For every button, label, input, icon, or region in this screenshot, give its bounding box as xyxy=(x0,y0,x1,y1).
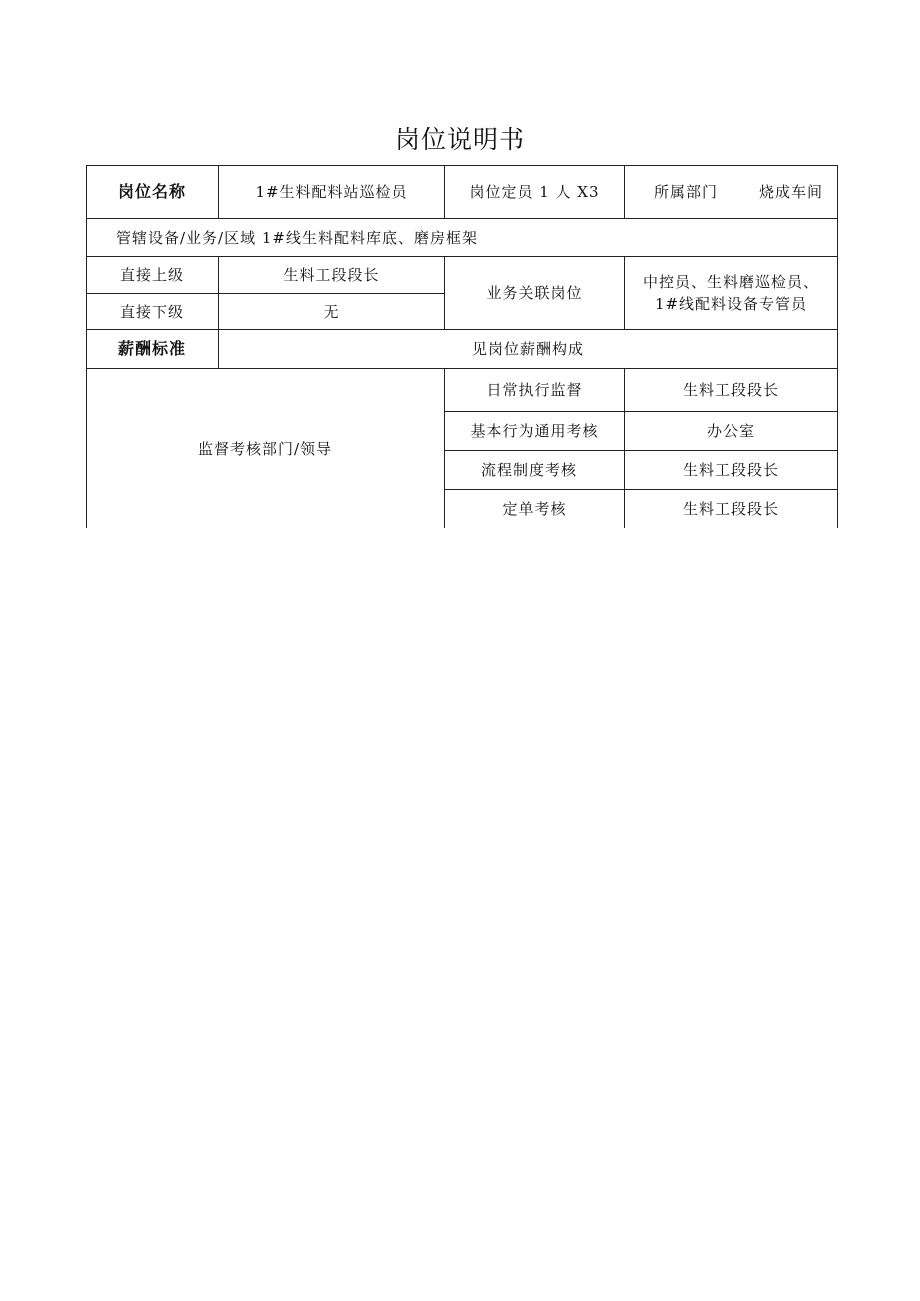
department-value: 烧成车间 xyxy=(758,183,823,201)
related-posts-line-1: 中控员、生料磨巡检员、 xyxy=(642,273,819,291)
supervision-by: 办公室 xyxy=(706,422,755,440)
related-posts-line-2: 1#线配料设备专管员 xyxy=(654,295,808,313)
subordinate-value: 无 xyxy=(323,302,340,321)
supervision-by: 生料工段段长 xyxy=(682,381,779,399)
related-posts-value xyxy=(625,257,837,329)
document-title: 岗位说明书 xyxy=(394,125,525,154)
subordinate-label: 直接下级 xyxy=(119,302,184,321)
job-description-table xyxy=(86,165,838,528)
salary-label: 薪酬标准 xyxy=(117,339,186,358)
supervision-item: 定单考核 xyxy=(502,500,567,518)
supervision-label: 监督考核部门/领导 xyxy=(197,439,333,458)
headcount: 岗位定员 1 人 X3 xyxy=(469,183,600,201)
table-border-right xyxy=(837,165,838,528)
salary-value: 见岗位薪酬构成 xyxy=(471,340,584,358)
post-name-value: 1#生料配料站巡检员 xyxy=(255,183,408,201)
supervision-item: 日常执行监督 xyxy=(486,381,583,399)
superior-value: 生料工段段长 xyxy=(283,266,380,284)
supervision-by: 生料工段段长 xyxy=(682,500,779,518)
department-label: 所属部门 xyxy=(653,183,718,201)
related-posts-label: 业务关联岗位 xyxy=(486,284,583,302)
post-name-label: 岗位名称 xyxy=(117,182,186,201)
scope-text: 管辖设备/业务/区域 1#线生料配料库底、磨房框架 xyxy=(116,228,478,247)
supervision-item: 基本行为通用考核 xyxy=(470,422,599,440)
table-rule xyxy=(624,165,625,219)
superior-label: 直接上级 xyxy=(119,266,184,284)
supervision-by: 生料工段段长 xyxy=(682,461,779,479)
supervision-item: 流程制度考核 xyxy=(480,461,577,479)
